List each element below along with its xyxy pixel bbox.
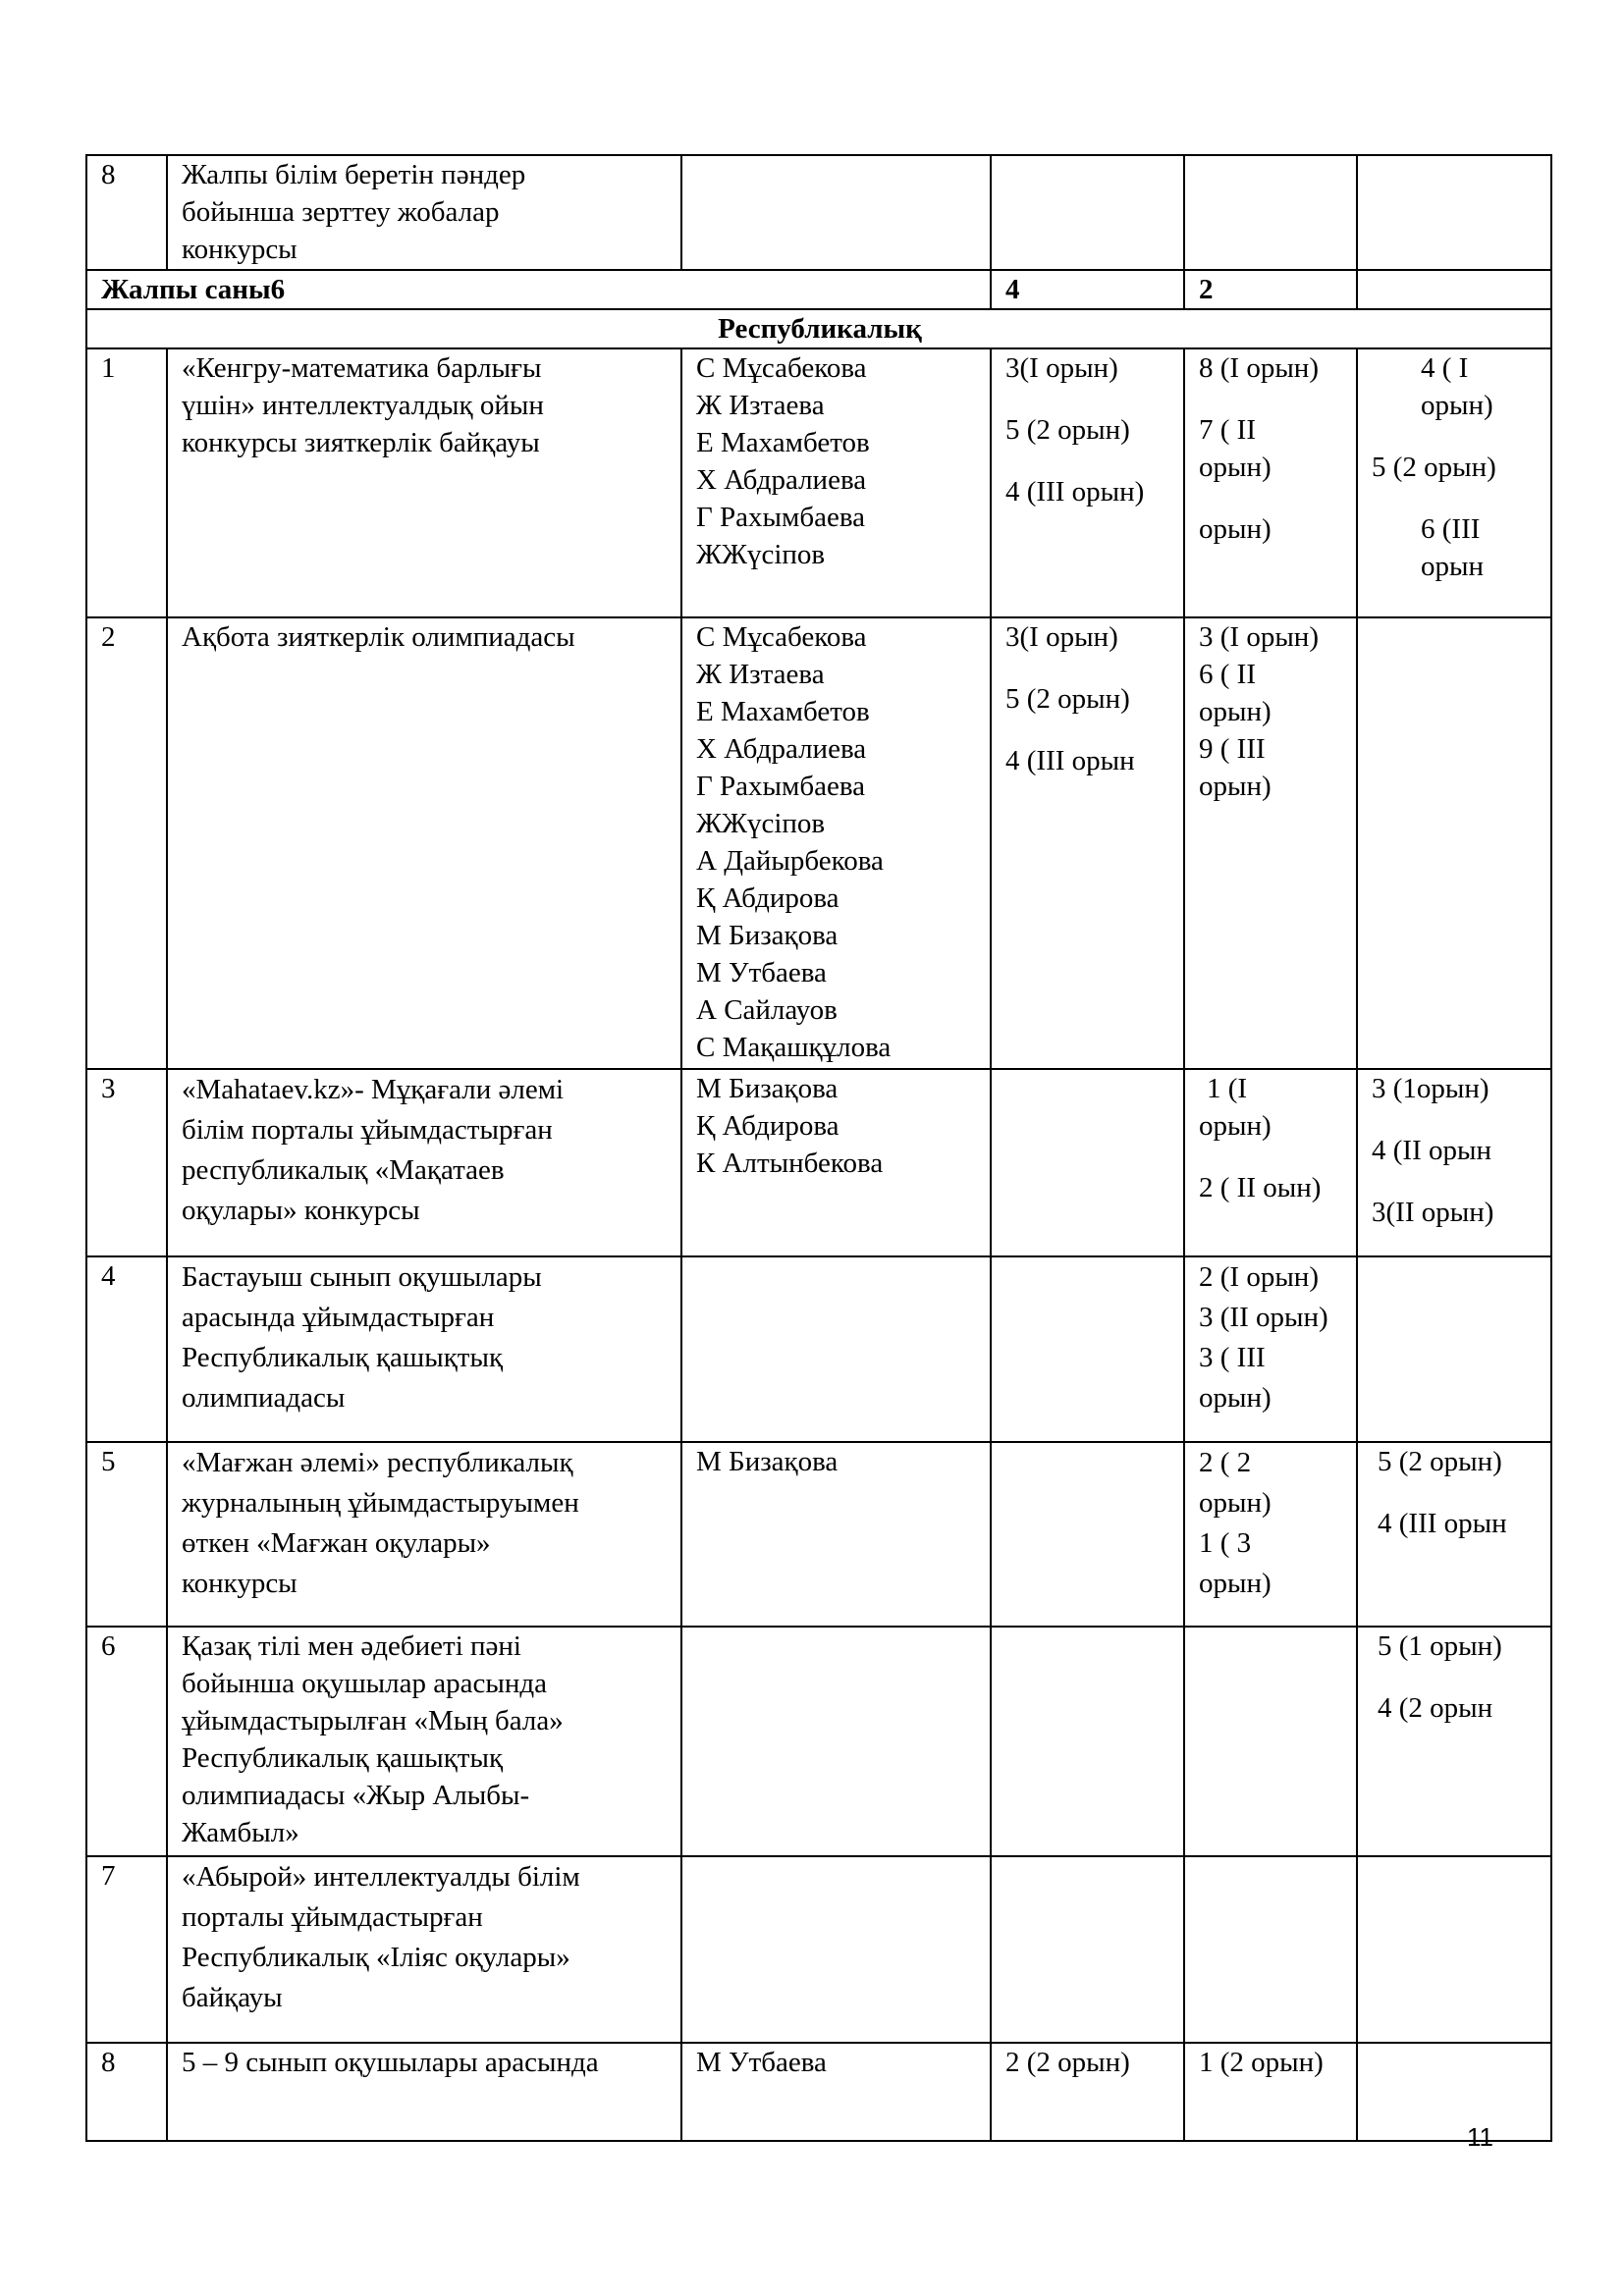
section-row [86,309,1551,348]
results-table [85,154,1552,2142]
total-row [86,270,1551,309]
row-number: 7 [86,1856,167,2043]
result-cell: 2 (2 орын) [991,2043,1184,2141]
teachers-cell: М Утбаева [681,2043,991,2141]
total-label: Жалпы саны6 [86,270,991,309]
page-number: 11 [1467,2122,1493,2152]
total-col5: 2 [1184,270,1357,309]
result-cell [1357,155,1551,270]
row-number: 4 [86,1256,167,1442]
row-number: 1 [86,348,167,617]
teachers-cell [681,1856,991,2043]
result-cell [991,1069,1184,1256]
competition-name: «Mahataev.kz»- Мұқағали әлемі білім порталы ұйымдастырған республикалық «Мақатаев оқулары» конкурсы [167,1069,681,1256]
row-number: 2 [86,617,167,1069]
result-cell [1357,1256,1551,1442]
teachers-cell: С Мұсабекова Ж Изтаева Е Махамбетов Х Абдралиева Г Рахымбаева ЖЖүсіпов А Дайырбекова Қ Абдирова М Бизақова М Утбаева А Сайлауов С Мақашқұлова [681,617,991,1069]
table-row [86,1442,1551,1627]
row-number: 3 [86,1069,167,1256]
result-cell: 2 ( 2 орын) 1 ( 3 орын) [1184,1442,1357,1627]
competition-name: Ақбота зияткерлік олимпиадасы [167,617,681,1069]
result-cell: 3 (І орын) 6 ( ІІ орын) 9 ( ІІІ орын) [1184,617,1357,1069]
table-row [86,1856,1551,2043]
table-row [86,1069,1551,1256]
result-cell [1357,617,1551,1069]
table-row [86,2043,1551,2141]
result-cell [1357,1856,1551,2043]
competition-name: Бастауыш сынып оқушылары арасында ұйымдастырған Республикалық қашықтық олимпиадасы [167,1256,681,1442]
teachers-cell: М Бизақова [681,1442,991,1627]
competition-name: Қазақ тілі мен әдебиеті пәні бойынша оқушылар арасында ұйымдастырылған «Мың бала» Республикалық қашықтық олимпиадасы «Жыр Алыбы- Жамбыл» [167,1627,681,1856]
result-cell [991,155,1184,270]
section-title: Республикалық [86,309,1551,348]
result-cell: 5 (2 орын) 4 (ІІІ орын [1357,1442,1551,1627]
result-cell [1184,1856,1357,2043]
table-row [86,348,1551,617]
competition-name: Жалпы білім беретін пәндер бойынша зерттеу жобалар конкурсы [167,155,681,270]
result-cell: 2 (І орын) 3 (ІІ орын) 3 ( ІІІ орын) [1184,1256,1357,1442]
result-cell: 3(І орын) 5 (2 орын) 4 (ІІІ орын [991,617,1184,1069]
row-number: 8 [86,2043,167,2141]
result-cell [1184,155,1357,270]
competition-name: 5 – 9 сынып оқушылары арасында [167,2043,681,2141]
teachers-cell: М Бизақова Қ Абдирова К Алтынбекова [681,1069,991,1256]
total-col6 [1357,270,1551,309]
teachers-cell [681,1256,991,1442]
result-cell: 3 (1орын) 4 (ІІ орын 3(ІІ орын) [1357,1069,1551,1256]
result-cell [991,1256,1184,1442]
teachers-cell [681,1627,991,1856]
competition-name: «Мағжан әлемі» республикалық журналының ұйымдастыруымен өткен «Мағжан оқулары» конкурсы [167,1442,681,1627]
teachers-cell [681,155,991,270]
competition-name: «Кенгру-математика барлығы үшін» интеллектуалдық ойын конкурсы зияткерлік байқауы [167,348,681,617]
table-row [86,1627,1551,1856]
result-cell: 5 (1 орын) 4 (2 орын [1357,1627,1551,1856]
result-cell [991,1627,1184,1856]
result-cell: 3(І орын) 5 (2 орын) 4 (ІІІ орын) [991,348,1184,617]
result-cell [1184,1627,1357,1856]
result-cell [1357,2043,1551,2141]
result-cell [991,1442,1184,1627]
result-cell: 1 (2 орын) [1184,2043,1357,2141]
result-cell: 1 (І орын) 2 ( ІІ оын) [1184,1069,1357,1256]
row-number: 8 [86,155,167,270]
total-col4: 4 [991,270,1184,309]
competition-name: «Абырой» интеллектуалды білім порталы ұйымдастырған Республикалық «Іліяс оқулары» байқауы [167,1856,681,2043]
result-cell: 4 ( І орын) 5 (2 орын) 6 (ІІІ орын [1357,348,1551,617]
row-number: 5 [86,1442,167,1627]
table-row [86,1256,1551,1442]
row-number: 6 [86,1627,167,1856]
teachers-cell: С Мұсабекова Ж Изтаева Е Махамбетов Х Абдралиева Г Рахымбаева ЖЖүсіпов [681,348,991,617]
table-row [86,155,1551,270]
table-row [86,617,1551,1069]
result-cell [991,1856,1184,2043]
result-cell: 8 (І орын) 7 ( ІІ орын) орын) [1184,348,1357,617]
